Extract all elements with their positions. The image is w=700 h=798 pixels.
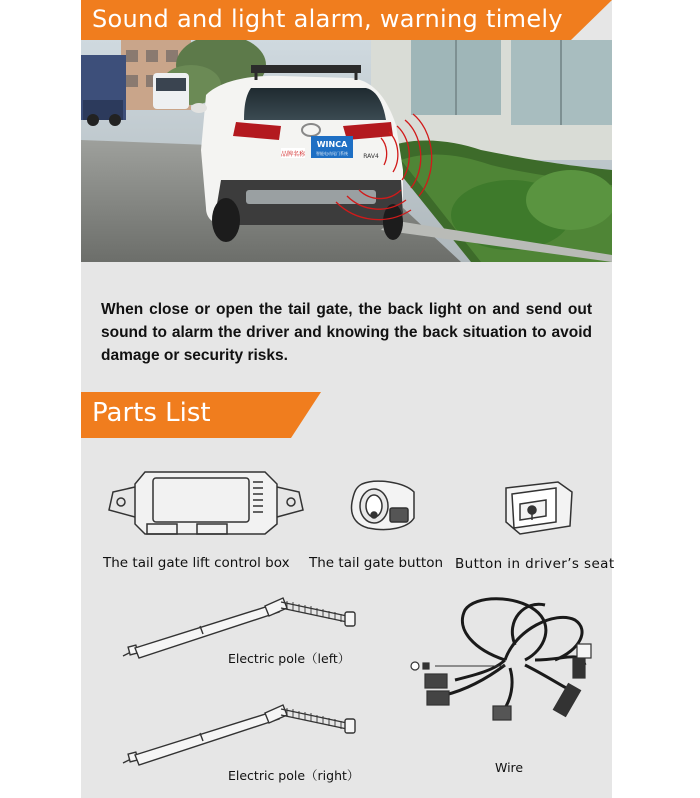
tailgate-button-label: The tail gate button <box>309 555 444 571</box>
driver-button-image <box>500 478 576 540</box>
winca-badge-text: WINCA <box>316 140 348 149</box>
tailgate-button-image <box>348 478 420 538</box>
electric-pole-left-label: Electric pole（left） <box>228 651 351 666</box>
alarm-banner-title: Sound and light alarm, warning timely <box>92 5 563 33</box>
control-box-image <box>105 462 305 546</box>
rear-badge-text: RAV4 <box>363 153 379 160</box>
parts-banner <box>81 392 321 438</box>
driver-button-label: Button in driver’s seat <box>455 556 615 572</box>
winca-badge-subtext: 智能电动尾门系统 <box>316 151 348 156</box>
plate-text: 品牌名称 <box>280 151 306 158</box>
wire-label: Wire <box>495 760 524 775</box>
electric-pole-right-label: Electric pole（right） <box>228 768 360 783</box>
wire-harness-image <box>405 590 605 744</box>
alarm-description: When close or open the tail gate, the back light on and send out sound to alarm the driver and knowing the back situation to avoid damage or security risks. <box>101 301 592 364</box>
car-rear-photo <box>81 40 612 262</box>
parts-banner-title: Parts List <box>92 398 211 428</box>
control-box-label: The tail gate lift control box <box>103 555 290 571</box>
alarm-banner <box>81 0 612 40</box>
